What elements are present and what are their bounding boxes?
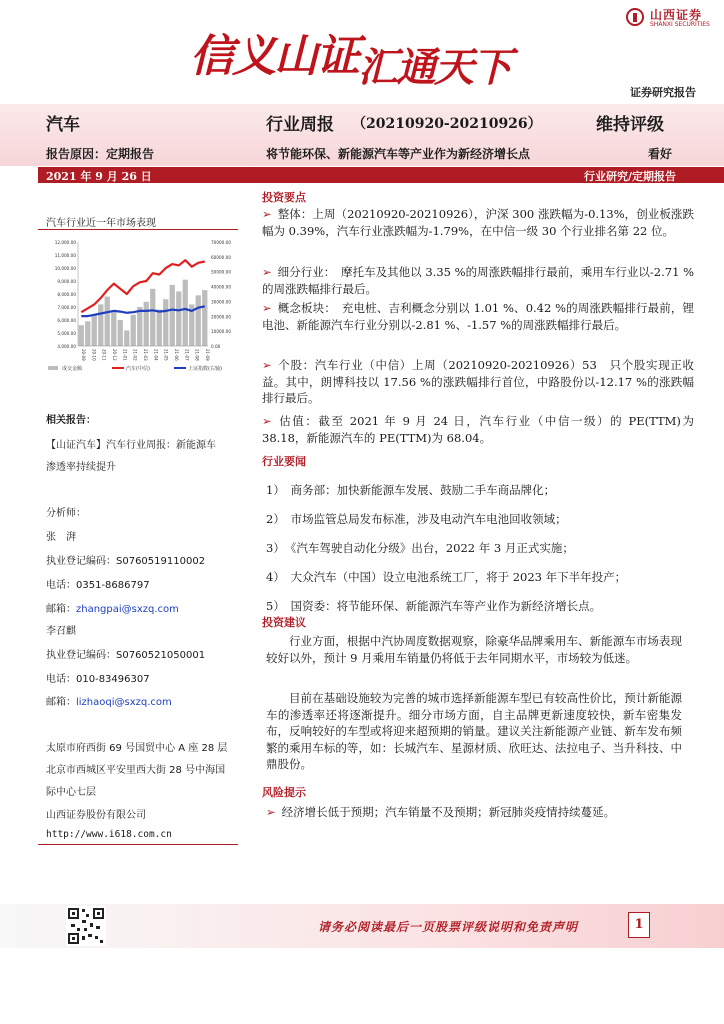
date-bar [38,167,724,183]
x-tick-label: 21-05 [163,349,169,361]
arrow-icon: ➢ [262,358,272,372]
volume-bar [98,304,103,346]
x-tick-label: 21-08 [194,349,200,361]
volume-bar [118,320,123,346]
news-item: 4） 大众汽车（中国）设立电池系统工厂，将于 2023 年下半年投产； [266,570,627,584]
volume-bar [144,302,149,346]
right-tick-label: 0.00 [211,344,221,349]
legend-label: 上证指数(右轴) [188,366,222,372]
x-tick-label: 20-11 [101,349,107,361]
volume-bar [150,289,155,346]
volume-bar [79,325,84,346]
news-item: 2） 市场监管总局发布标准，涉及电动汽车电池回收领域； [266,512,567,526]
company-name: 山西证券股份有限公司 [46,810,146,821]
right-tick-label: 20000.00 [211,314,231,320]
analyst2-email-label: 邮箱： [46,697,76,708]
right-tick-label: 30000.00 [211,299,231,305]
logo-mark-icon [626,8,644,26]
invest-point-5-text: 估值：截至 2021 年 9 月 24 日，汽车行业（中信一级）的 PE(TTM)为 38.18，新能源汽车的 PE(TTM)为 68.04。 [262,414,694,445]
page-number: 1 [628,912,650,938]
analyst1-email-label: 邮箱： [46,604,76,615]
logo-name: 山西证券 [650,8,703,22]
volume-bar [85,321,90,346]
risk-text: 经济增长低于预期；汽车销量不及预期；新冠肺炎疫情持续蔓延。 [281,805,616,819]
invest-point-1-text: 整体：上周（20210920-20210926），沪深 300 涨跌幅为-0.13%，创业板涨跌幅为 0.39%，汽车行业涨跌幅为-1.79%，在中信一级 30 个行业排名第 22 位。 [262,207,694,238]
report-period: （20210920-20210926） [352,116,542,132]
analyst1-cert: 执业登记编码：S0760519110002 [46,556,206,567]
arrow-icon: ➢ [262,265,272,279]
analyst2-email-row [46,693,172,708]
x-tick-label: 21-01 [122,349,128,361]
slogan [190,20,510,91]
analyst1-phone: 电话：0351-8686797 [46,580,150,591]
left-tick-label: 8,000.00 [57,292,76,297]
related-label: 相关报告： [46,415,96,426]
related-line2[interactable]: 渗透率持续提升 [46,462,116,473]
left-tick-label: 4,000.00 [57,344,76,349]
report-date: 2021 年 9 月 26 日 [46,170,152,183]
address2a: 北京市西城区平安里西大街 28 号中海国 [46,765,226,776]
x-tick-label: 21-03 [143,349,148,361]
arrow-icon: ➢ [262,207,272,221]
invest-point-5 [262,413,694,446]
divider [38,229,238,230]
left-tick-label: 6,000.00 [57,318,76,323]
advice-para-2: 目前在基础设施较为完善的城市选择新能源车型已有较高性价比，预计新能源车的渗透率还将逐渐提升。细分市场方面，自主品牌更新速度较快，新车密集发布，反响较好的车型或将迎来超预期的销量。建议关注新能源产业链、新车发布频繁的乘用车标的等，如：长城汽车、星源材质、欣旺达、法拉电子、当升科技、中鼎股份。 [266,691,682,771]
outlook: 看好 [648,147,673,161]
volume-bars [79,280,208,346]
left-tick-label: 5,000.00 [57,331,76,336]
right-tick-label: 10000.00 [211,329,231,335]
news-item: 1） 商务部：加快新能源车发展、鼓励二手车商品牌化； [266,483,556,497]
volume-bar [176,291,181,346]
x-tick-label: 20-10 [91,349,97,361]
qr-code-icon [66,906,106,946]
left-axis-ticks [55,240,77,349]
volume-bar [183,280,188,346]
volume-bar [170,285,175,346]
volume-bar [157,310,162,346]
volume-bar [131,315,136,346]
rating: 维持评级 [596,115,664,135]
left-tick-label: 11,000.00 [54,253,76,258]
volume-bar [92,315,97,346]
analyst1-email[interactable]: zhangpai@sxzq.com [76,604,179,615]
right-axis-ticks [211,240,231,349]
news-title: 行业要闻 [262,455,306,468]
volume-bar [105,297,110,346]
legend-label: 成交金额 [62,366,83,372]
arrow-icon: ➢ [266,805,276,819]
analyst1-email-row [46,600,179,615]
address2b: 际中心七层 [46,787,96,798]
analyst2-cert: 执业登记编码：S0760521050001 [46,650,206,661]
invest-point-2 [262,264,694,297]
volume-bar [163,299,168,346]
legend-label: 汽车(中信) [126,366,150,372]
arrow-icon: ➢ [262,301,272,315]
left-tick-label: 7,000.00 [57,305,76,310]
market-chart [44,234,240,376]
left-tick-label: 10,000.00 [54,266,76,271]
x-tick-label: 21-07 [184,349,190,361]
disclaimer: 请务必阅读最后一页股票评级说明和免责声明 [318,920,579,934]
left-tick-label: 9,000.00 [57,279,76,284]
sector-title: 汽车 [46,115,80,135]
risk-title: 风险提示 [262,786,306,799]
right-tick-label: 50000.00 [211,269,231,275]
risk-text-row [266,804,698,821]
website[interactable]: http://www.i618.com.cn [46,829,172,840]
advice-para-1: 行业方面，根据中汽协周度数据观察，除豪华品牌乘用车、新能源车市场表现较好以外，预计 9 月乘用车销量仍将低于去年同期水平，市场较为低迷。 [266,634,682,665]
slogan-part2: 汇通天下 [358,45,510,91]
report-category: 行业研究/定期报告 [583,170,676,183]
x-tick-label: 21-09 [205,349,210,361]
headline: 将节能环保、新能源汽车等产业作为新经济增长点 [266,147,531,161]
invest-point-2-text: 细分行业： 摩托车及其他以 3.35 %的周涨跌幅排行最前，乘用车行业以-2.71 %的周涨跌幅排行最后。 [262,265,694,296]
x-tick-label: 21-04 [153,349,159,361]
research-label: 证券研究报告 [630,86,696,99]
analyst1-name: 张 湃 [46,532,76,543]
analyst2-email[interactable]: lizhaoqi@sxzq.com [76,697,172,708]
right-tick-label: 60000.00 [211,254,231,260]
volume-bar [137,307,142,346]
news-item: 3） 《汽车驾驶自动化分级》出台，2022 年 3 月正式实施； [266,541,574,555]
left-tick-label: 12,000.00 [54,240,76,245]
slogan-part1: 信义山证 [190,31,358,82]
x-axis-ticks [81,349,210,361]
analyst-label: 分析师： [46,508,86,519]
x-tick-label: 20-12 [112,349,117,361]
analyst2-name: 李召麒 [46,626,76,637]
related-line1[interactable]: 【山证汽车】汽车行业周报：新能源车 [46,440,216,451]
report-reason: 报告原因：定期报告 [46,147,155,161]
arrow-icon: ➢ [262,414,272,428]
legend-swatch [48,366,58,370]
x-tick-label: 21-06 [174,349,179,361]
volume-bar [196,295,201,346]
x-tick-label: 21-02 [132,349,138,361]
divider [38,844,238,845]
invest-point-1 [262,206,694,239]
analyst2-phone: 电话：010-83496307 [46,674,150,685]
right-tick-label: 70000.00 [211,240,231,245]
invest-point-3-text: 概念板块： 充电桩、吉利概念分别以 1.01 %、0.42 %的周涨跌幅排行最前，锂电池、新能源汽车行业分别以-2.81 %、-1.57 %的周涨跌幅排行最后。 [262,301,694,332]
chart-title: 汽车行业近一年市场表现 [46,218,156,229]
report-type: 行业周报 [266,115,334,135]
invest-points-title: 投资要点 [262,191,306,204]
volume-bar [111,312,116,346]
right-tick-label: 40000.00 [211,284,231,290]
invest-point-3 [262,300,694,333]
invest-point-4 [262,357,694,407]
company-logo [626,6,718,30]
advice-title: 投资建议 [262,616,306,629]
logo-en: SHANXI SECURITIES [650,21,710,28]
volume-bar [124,330,129,346]
address1: 太原市府西街 69 号国贸中心 A 座 28 层 [46,743,228,754]
volume-bar [202,290,207,346]
invest-point-4-text: 个股：汽车行业（中信）上周（20210920-20210926）53 只个股实现正收益。其中，朗博科技以 17.56 %的涨跌幅排行首位，中路股份以-12.17 %的涨跌幅排行最后。 [262,358,694,405]
news-item: 5） 国资委：将节能环保、新能源汽车等产业作为新经济增长点。 [266,599,602,613]
x-tick-label: 20-09 [81,349,86,361]
chart-legend [48,365,222,372]
